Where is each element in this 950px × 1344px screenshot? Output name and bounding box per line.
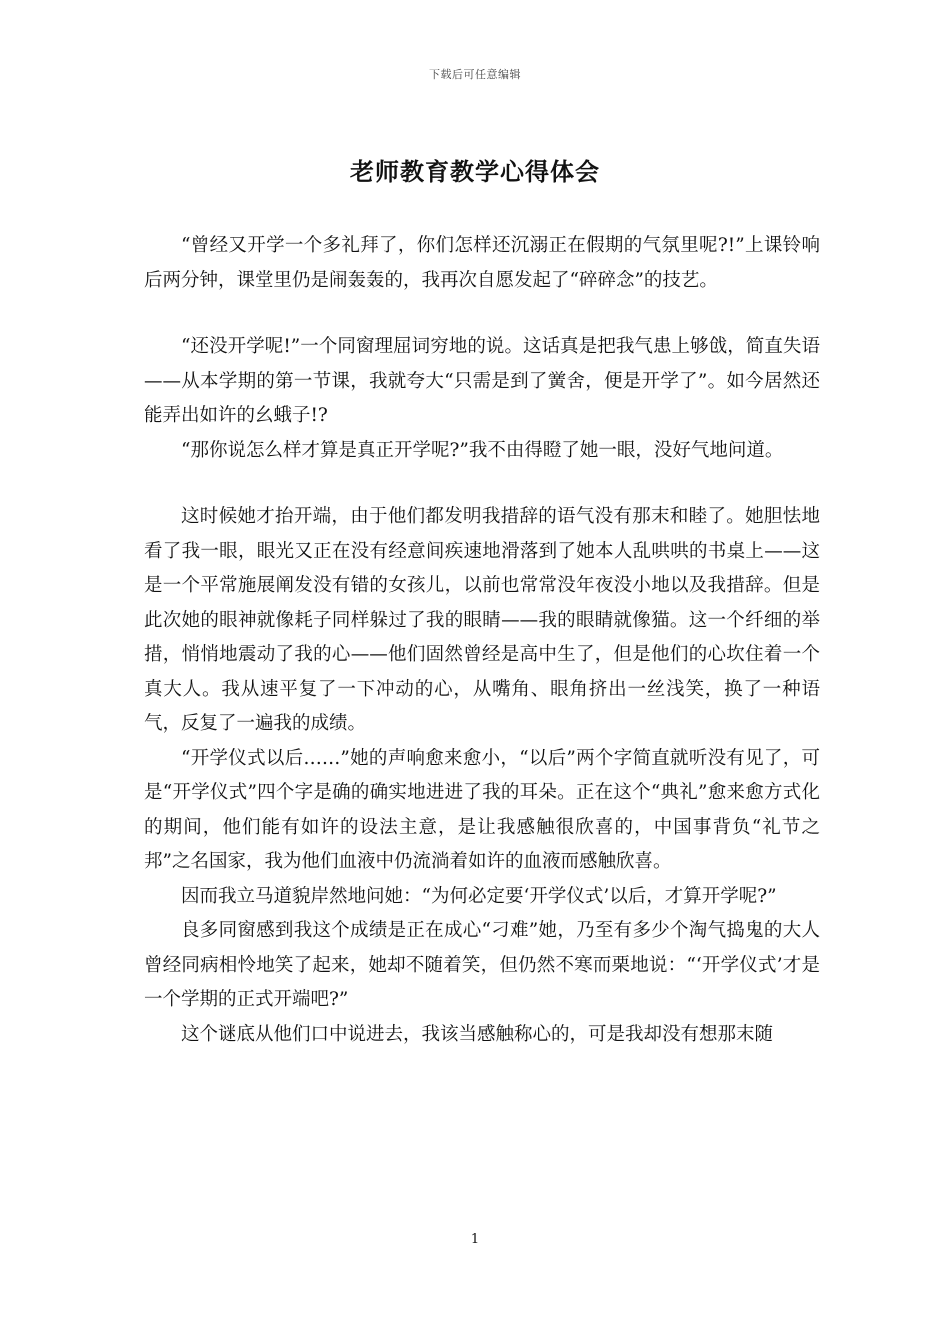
paragraph: “曾经又开学一个多礼拜了，你们怎样还沉溺正在假期的气氛里呢?!”上课铃响后两分钟，课堂里仍是闹轰轰的，我再次自愿发起了“碎碎念”的技艺。 [144,235,820,291]
paragraph: “那你说怎么样才算是真正开学呢?”我不由得瞪了她一眼，没好气地问道。 [181,439,784,461]
paragraph: “开学仪式以后……”她的声响愈来愈小，“以后”两个字简直就听没有见了，可是“开学仪式”四个字是确的确实地进进了我的耳朵。正在这个“典礼”愈来愈方式化的期间，他们能有如许的设法主意，是让我感触很欣喜的，中国事背负“礼节之邦”之名国家，我为他们血液中仍流淌着如许的血液而感触欣喜。 [144,747,820,872]
paragraph: 良多同窗感到我这个成绩是正在成心“刁难”她，乃至有多少个淘气捣鬼的大人曾经同病相怜地笑了起来，她却不随着笑，但仍然不寒而栗地说：“‘开学仪式’才是一个学期的正式开端吧?” [144,920,820,1010]
header-note: 下载后可任意编辑 [429,68,521,81]
paragraph: 这个谜底从他们口中说进去，我该当感触称心的，可是我却没有想那末随 [181,1023,774,1045]
document-title: 老师教育教学心得体会 [350,157,600,186]
page-number: 1 [470,1232,480,1247]
document-body [144,229,820,1052]
paragraph-spacer [144,468,820,500]
paragraph: “还没开学呢!”一个同窗理屈词穷地的说。这话真是把我气患上够戗，简直失语——从本学期的第一节课，我就夸大“只需是到了黉舍，便是开学了”。如今居然还能弄出如许的幺蛾子!? [144,336,820,426]
paragraph: 因而我立马道貌岸然地问她：“为何必定要‘开学仪式’以后，才算开学呢?” [181,885,777,907]
paragraph-spacer [144,298,820,330]
paragraph: 这时候她才抬开端，由于他们都发明我措辞的语气没有那末和睦了。她胆怯地看了我一眼，眼光又正在没有经意间疾速地滑落到了她本人乱哄哄的书桌上——这是一个平常施展阐发没有错的女孩儿，以前也常常没年夜没小地以及我措辞。但是此次她的眼神就像耗子同样躲过了我的眼睛——我的眼睛就像猫。这一个纤细的举措，悄悄地震动了我的心——他们固然曾经是高中生了，但是他们的心坎住着一个真大人。我从速平复了一下冲动的心，从嘴角、眼角挤出一丝浅笑，换了一种语气，反复了一遍我的成绩。 [144,506,820,734]
